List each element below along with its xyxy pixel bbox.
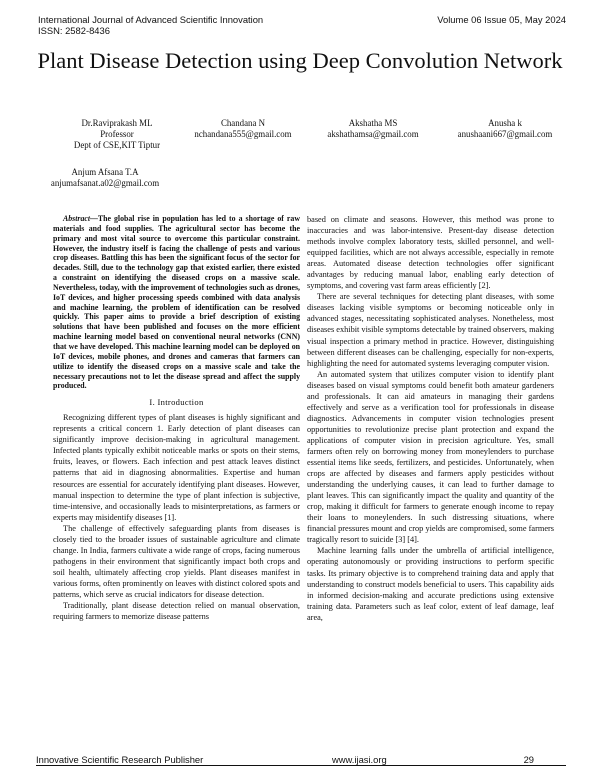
paragraph: An automated system that utilizes computer vision to identify plant diseases based on visual symptoms could benefit both amateur gardeners and professionals. It can aid amateurs in managing their gardens effectively and serve as a verification tool for professionals in disease diagnostics. Advancements in computer vision technologies present opportunities to revolutionize precise plant protection and expand the applications of computer vision in precision agriculture. Yes, small farmers often rely on borrowing money from moneylenders to purchase essential items like seeds, fertilizers, and pesticides. Unfortunately, when crops are affected by diseases and farmers apply pesticides without understanding the underlying causes, it can lead to further damage to plant leaves. This can significantly impact the quality and quantity of the crop, making it difficult for farmers to generate enough income to repay their loans to moneylenders. In such distressing situations, where financial pressures mount and crop yields are compromised, some farmers tragically resort to suicide [3] [4]. — [307, 369, 554, 545]
author-affiliation: Professor — [100, 129, 134, 140]
running-header — [38, 14, 566, 36]
author-name: Dr.Raviprakash ML — [81, 118, 153, 128]
paper-title: Plant Disease Detection using Deep Convolution Network — [37, 48, 563, 73]
journal-name: International Journal of Advanced Scientific Innovation — [38, 14, 264, 25]
author-affiliation: Dept of CSE,KIT Tiptur — [73, 140, 161, 151]
right-column — [307, 214, 554, 623]
author-name: Chandana N — [220, 118, 266, 128]
left-column — [53, 214, 300, 622]
abstract-text: —The global rise in population has led to a shortage of raw materials and food supplies. The agricultural sector has become the primary and most vital source to overcome this particular constraint. However, the industry itself is facing the challenge of pests and various crop diseases. Battling this has been the significant focus of the sector for decades. Still, due to the technology gap that existed earlier, there existed a constraint on identifying the diseased crops on a massive scale. Nevertheless, today, with the improvement of technologies such as drones, IoT devices, and higher processing speeds combined with data analysis and machine learning, the problem of identification can be resolved quickly. This paper aims to provide a brief description of existing solutions that have been published and focuses on the more efficient machine learning model based on conventional neural networks (CNN) that we have developed. This machine learning model can be deployed on IoT devices, mobile phones, and drones and cameras that farmers can utilize to identify the diseased crops on a massive scale and take the necessary precautions not to let the disease spread and affect the supply produced. — [53, 214, 300, 391]
volume-issue: Volume 06 Issue 05, May 2024 — [437, 14, 566, 25]
author-3 — [308, 118, 438, 140]
paragraph: based on climate and seasons. However, this method was prone to inaccuracies and was labor-intensive. Present-day disease detection methods involve complex laboratory tests, skilled personnel, and well-equipped facilities, which are not always accessible, especially in remote areas. Automated disease detection technologies offer significant advantages by reducing manual labor, enabling early detection of symptoms, and covering vast farm areas efficiently [2]. — [307, 215, 554, 291]
page-footer — [36, 754, 566, 766]
author-email: anushaani667@gmail.com — [457, 129, 553, 140]
section-heading: I. Introduction — [149, 397, 204, 408]
author-5 — [34, 167, 176, 189]
author-email: akshathamsa@gmail.com — [327, 129, 419, 140]
author-name: Akshatha MS — [348, 118, 398, 128]
author-1 — [57, 118, 177, 152]
paragraph: Machine learning falls under the umbrella of artificial intelligence, operating autonomously or providing instructions to perform specific tasks. Its primary objective is to comprehend training data and apply that understanding to construct models beneficial to users. This capability aids in informed decision-making and accurate predictions using extensive training data. Parameters such as leaf color, extent of leaf damage, leaf area, — [307, 546, 554, 622]
paragraph: There are several techniques for detecting plant diseases, with some diseases lacking visible symptoms or becoming noticeable only in advanced stages, necessitating sophisticated analyses. Nonetheless, most diseases exhibit visible symptoms detectable by trained observers, making visual inspection a primary method in practice. However, distinguishing between different diseases can be challenging, especially for non-experts, highlighting the need for automated systems leveraging computer vision. — [307, 292, 554, 368]
paragraph: The challenge of effectively safeguarding plants from diseases is closely tied to the broader issues of sustainable agriculture and climate change. In India, farmers cultivate a wide range of crops, facing numerous pathogens in their environment that significantly impact both crops and soil health, ultimately affecting crop yields. Plant diseases manifest in various forms, often prominently on leaves with distinct colored spots and patterns, which serve as crucial indicators for disease detection. — [53, 523, 300, 599]
author-4 — [440, 118, 570, 140]
author-email: nchandana555@gmail.com — [194, 129, 292, 140]
journal-url[interactable]: www.ijasi.org — [332, 754, 387, 765]
abstract-label: Abstract — [63, 214, 91, 223]
author-2 — [178, 118, 308, 140]
author-email: anjumafsanat.a02@gmail.com — [50, 178, 160, 189]
author-name: Anjum Afsana T.A — [71, 167, 139, 177]
issn: ISSN: 2582-8436 — [38, 25, 110, 36]
author-name: Anusha k — [488, 118, 522, 128]
paragraph: Traditionally, plant disease detection relied on manual observation, requiring farmers to memorize disease patterns — [53, 601, 300, 622]
paragraph: Recognizing different types of plant diseases is highly significant and represents a critical concern 1. Early detection of plant diseases can significantly improve decision-making in agricultural management. Infected plants typically exhibit noticeable marks or spots on their stems, fruits, leaves, or flowers. Each infection and pest attack leaves distinct patterns that aid in diagnosing abnormalities. Expertise and human resources are essential for accurately identifying plant diseases. However, manual inspection to determine the type of plant infection is subjective, time-intensive, and occasionally leads to misinterpretations, as farmers or experts may misidentify diseases [1]. — [53, 413, 300, 522]
abstract — [53, 214, 300, 391]
page-number: 29 — [523, 754, 534, 765]
publisher: Innovative Scientific Research Publisher — [36, 754, 204, 765]
